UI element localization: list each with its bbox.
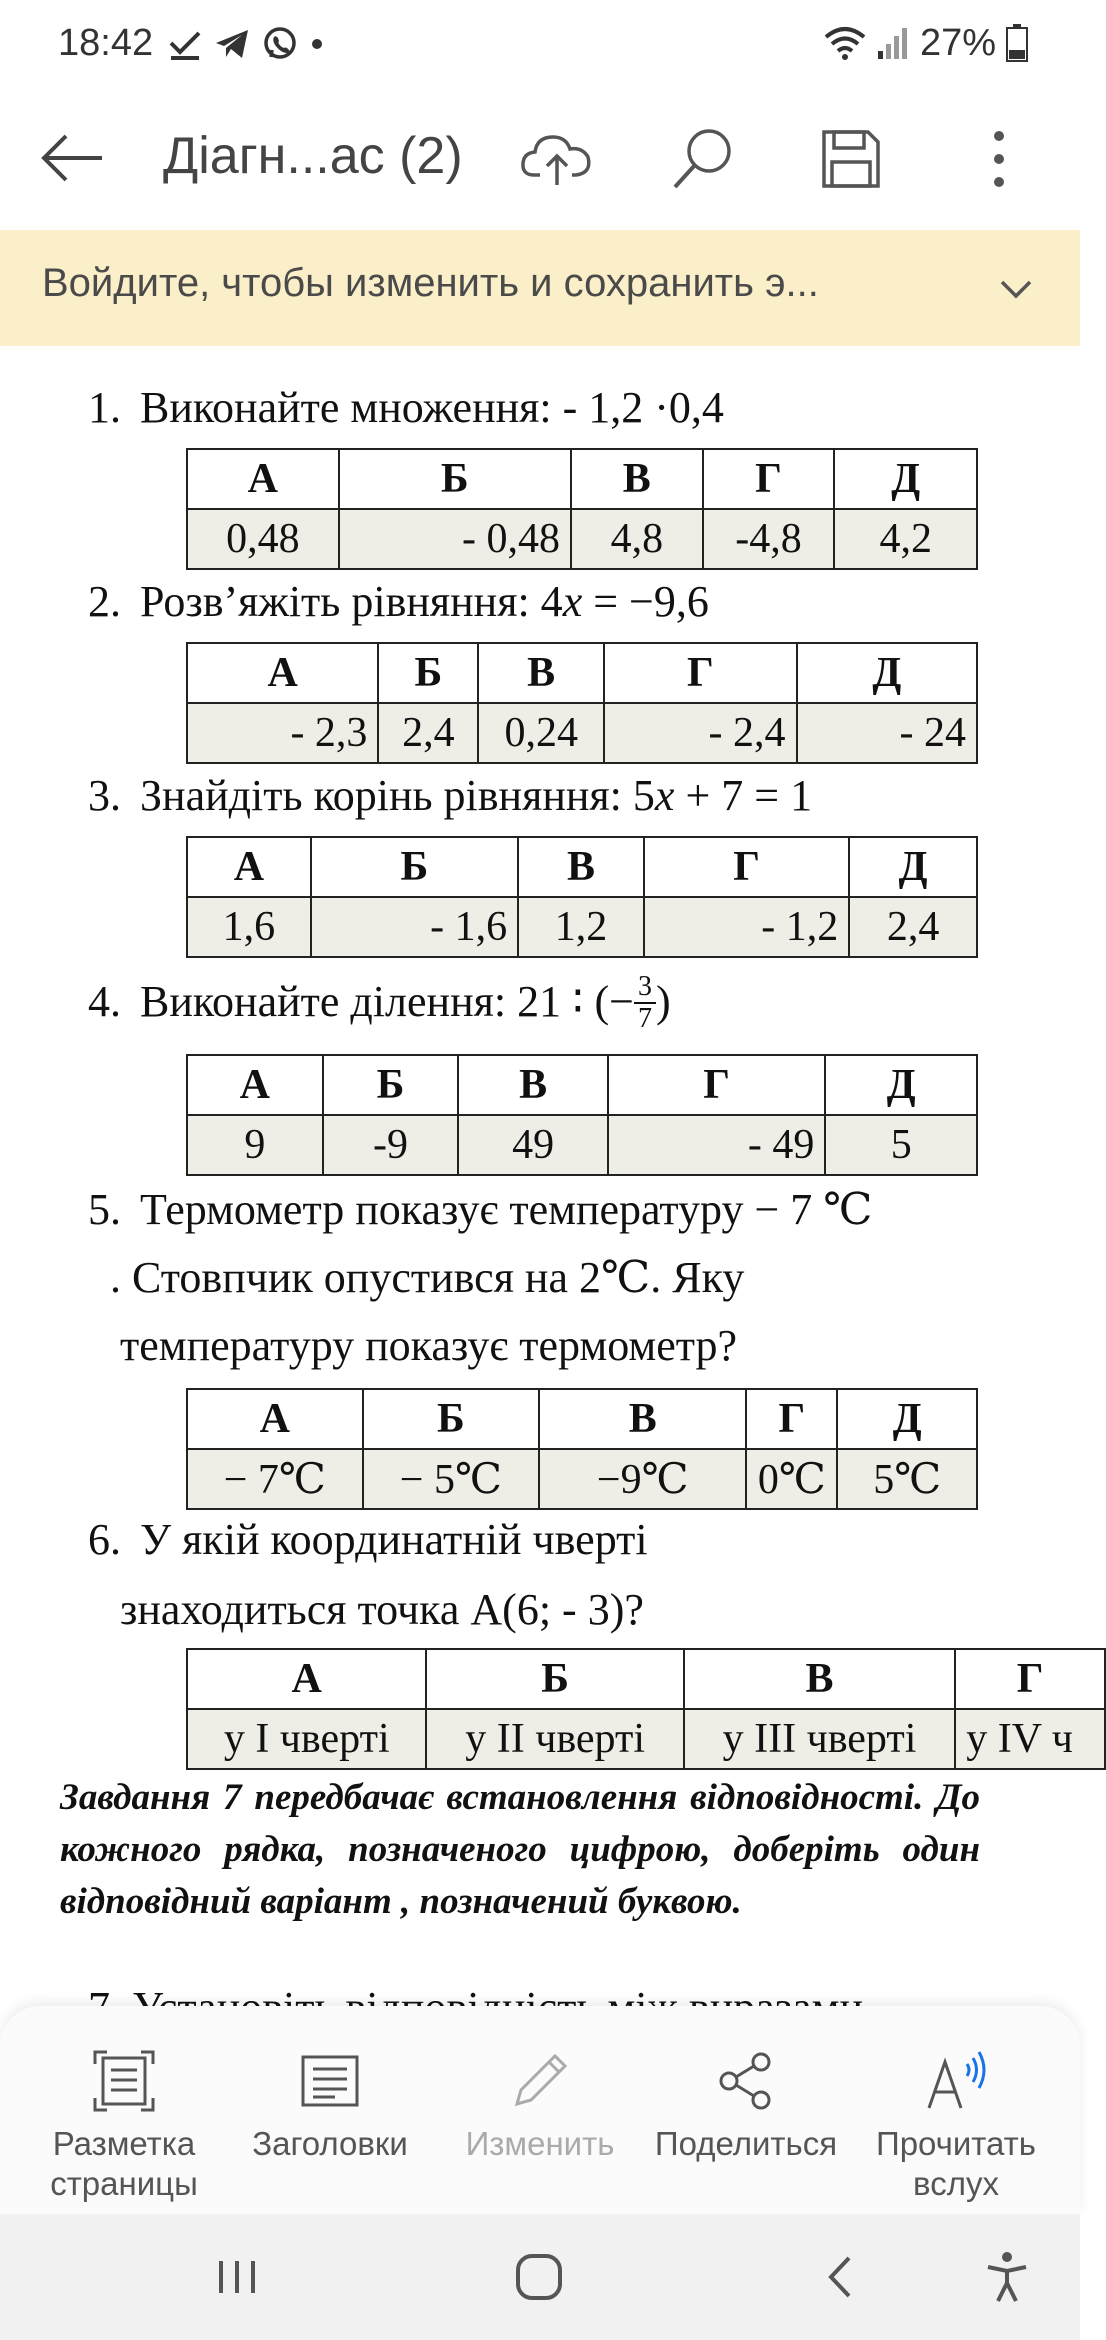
fraction: $\frac{3}{7}$ [634,972,656,1034]
system-back-button[interactable] [808,2244,874,2310]
share-button[interactable] [646,2046,846,2164]
home-button[interactable] [506,2244,572,2310]
edit-button[interactable] [440,2046,640,2164]
more-vertical-icon [989,128,1009,190]
read-aloud-button[interactable] [856,2046,1056,2204]
dot-icon [310,37,324,51]
question-5-line-3: температуру показує термометр? [120,1321,738,1370]
answer-table-6: А Б В Г у І чверті у ІІ чверті у ІІІ чверті у IV ч [186,1648,1106,1770]
status-notification-icons [168,22,324,66]
question-1: 1. Виконайте множення: - 1,2 ·0,4 [88,383,724,432]
more-options-button[interactable] [962,122,1036,196]
wifi-icon [824,25,866,61]
page-layout-label: Разметка страницы [50,2125,198,2202]
status-time: 18:42 [58,22,154,64]
cloud-upload-icon [520,129,594,189]
chevron-left-icon [821,2254,861,2300]
headings-button[interactable] [230,2046,430,2164]
question-4: 4. Виконайте ділення: 21 ∶ (− $\frac{3}{7}$ ) [88,970,671,1034]
question-3: 3. Знайдіть корінь рівняння: 5x + 7 = 1 [88,771,813,820]
viber-icon [262,26,298,62]
banner-expand-button[interactable] [988,260,1044,316]
home-icon [514,2252,564,2302]
task-7-instruction: Завдання 7 передбачає встановлення відповідності. До кожного рядка, позначеного цифрою, доберіть один відповідний варіант , позначений буквою. [60,1777,980,1922]
save-icon [820,128,882,190]
question-6-line-2: знаходиться точка А(6; - 3)? [120,1585,644,1634]
read-aloud-icon [923,2050,989,2112]
recent-apps-button[interactable] [204,2244,270,2310]
arrow-left-icon [36,122,108,194]
app-bar [0,86,1080,230]
accessibility-button[interactable] [974,2244,1040,2310]
read-aloud-label: Прочитать вслух [875,2125,1036,2202]
headings-label: Заголовки [252,2125,408,2162]
document-body[interactable] [0,346,1080,2006]
sign-in-banner[interactable] [0,230,1080,346]
recent-apps-icon [215,2257,259,2297]
signal-icon [876,25,910,61]
document-title[interactable]: Діагн...ас (2) [163,127,463,185]
answer-table-1: А Б В Г Д 0,48 - 0,48 4,8 -4,8 4,2 [186,448,978,570]
answer-table-4: А Б В Г Д 9 -9 49 - 49 5 [186,1054,978,1176]
question-2: 2. Розв’яжіть рівняння: 4x = −9,6 [88,577,709,626]
share-label: Поделиться [654,2125,838,2162]
system-navigation-bar [0,2214,1080,2340]
bottom-command-bar [0,2006,1080,2214]
accessibility-icon [984,2251,1030,2303]
edit-label: Изменить [465,2125,615,2162]
banner-text: Войдите, чтобы изменить и сохранить э... [42,261,819,305]
status-bar [0,0,1080,86]
answer-table-2: А Б В Г Д - 2,3 2,4 0,24 - 2,4 - 24 [186,642,978,764]
headings-icon [299,2053,361,2109]
search-icon [669,125,737,193]
share-icon [715,2050,777,2112]
answer-table-5: А Б В Г Д − 7℃ − 5℃ −9℃ 0℃ 5℃ [186,1388,978,1510]
battery-percent: 27% [919,21,996,64]
check-download-icon [168,27,202,61]
search-button[interactable] [666,122,740,196]
answer-table-3: А Б В Г Д 1,6 - 1,6 1,2 - 1,2 2,4 [186,836,978,958]
battery-icon [1006,24,1028,62]
save-button[interactable] [814,122,888,196]
back-button[interactable] [36,122,108,194]
status-system-icons [824,20,1028,66]
telegram-icon [214,27,250,61]
question-6-line-1: 6. У якій координатній чверті [88,1515,648,1564]
question-5-line-2: . Стовпчик опустився на 2℃. Яку [110,1253,745,1302]
chevron-down-icon [988,260,1044,316]
page-layout-button[interactable] [24,2046,224,2204]
upload-cloud-button[interactable] [520,122,594,196]
page-layout-icon [93,2050,155,2112]
pencil-icon [509,2050,571,2112]
question-5-line-1: 5. Термометр показує температуру − 7 ℃ [88,1185,873,1234]
